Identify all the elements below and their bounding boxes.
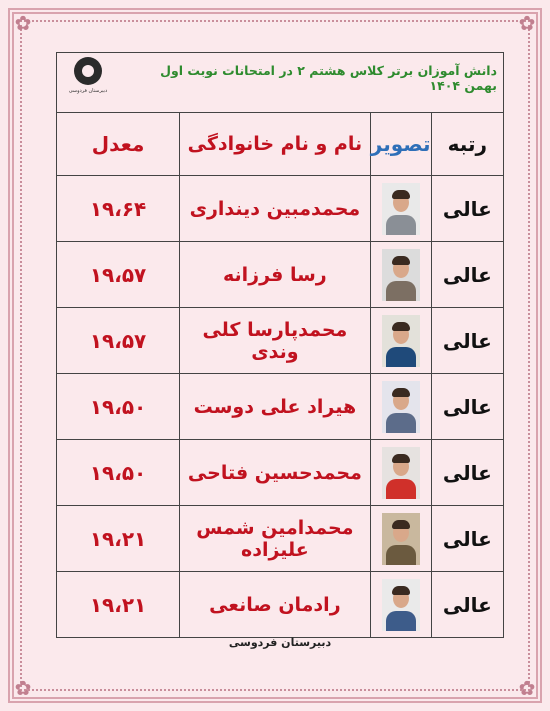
table-row xyxy=(57,242,504,308)
photo-cell xyxy=(370,242,431,308)
corner-ornament-icon: ✿ xyxy=(14,676,32,700)
student-name-cell: رادمان صانعی xyxy=(180,572,371,638)
footer-school-name: دبیرستان فردوسی xyxy=(228,636,332,649)
column-header-photo: تصویر xyxy=(370,113,431,176)
table-row xyxy=(57,506,504,572)
table-row xyxy=(57,374,504,440)
student-name-cell: رسا فرزانه xyxy=(180,242,371,308)
rank-cell: عالی xyxy=(431,176,503,242)
school-emblem-icon xyxy=(74,57,102,85)
photo-cell xyxy=(370,572,431,638)
honor-roll-sheet xyxy=(56,52,504,648)
student-photo xyxy=(382,249,420,301)
student-name-cell: محمدپارسا کلی وندی xyxy=(180,308,371,374)
rank-cell: عالی xyxy=(431,308,503,374)
average-cell: ۱۹،۵۷ xyxy=(57,308,180,374)
average-cell: ۱۹،۲۱ xyxy=(57,572,180,638)
student-photo xyxy=(382,183,420,235)
average-cell: ۱۹،۵۰ xyxy=(57,440,180,506)
logo-caption: دبیرستان فردوسی xyxy=(68,88,108,94)
photo-cell xyxy=(370,308,431,374)
rank-cell: عالی xyxy=(431,374,503,440)
student-photo xyxy=(382,513,420,565)
rank-cell: عالی xyxy=(431,440,503,506)
column-header-average: معدل xyxy=(57,113,180,176)
student-name-cell: هیراد علی دوست xyxy=(180,374,371,440)
table-header-row xyxy=(57,113,504,176)
table-row xyxy=(57,308,504,374)
table-row xyxy=(57,440,504,506)
table-row xyxy=(57,572,504,638)
photo-cell xyxy=(370,176,431,242)
student-name-cell: محمدحسین فتاحی xyxy=(180,440,371,506)
students-table xyxy=(56,112,504,638)
column-header-name: نام و نام خانوادگی xyxy=(180,113,371,176)
average-cell: ۱۹،۶۴ xyxy=(57,176,180,242)
rank-cell: عالی xyxy=(431,242,503,308)
student-photo xyxy=(382,315,420,367)
average-cell: ۱۹،۲۱ xyxy=(57,506,180,572)
corner-ornament-icon: ✿ xyxy=(518,11,536,35)
column-header-rank: رتبه xyxy=(431,113,503,176)
header-bar xyxy=(56,52,504,112)
student-photo xyxy=(382,579,420,631)
rank-cell: عالی xyxy=(431,506,503,572)
average-cell: ۱۹،۵۰ xyxy=(57,374,180,440)
student-name-cell: محمدمبین دینداری xyxy=(180,176,371,242)
student-photo xyxy=(382,381,420,433)
page-title: دانش آموزان برتر کلاس هشتم ۲ در امتحانات نوبت اول بهمن ۱۴۰۴ xyxy=(160,63,497,93)
photo-cell xyxy=(370,374,431,440)
table-row xyxy=(57,176,504,242)
student-photo xyxy=(382,447,420,499)
corner-ornament-icon: ✿ xyxy=(14,11,32,35)
corner-ornament-icon: ✿ xyxy=(518,676,536,700)
average-cell: ۱۹،۵۷ xyxy=(57,242,180,308)
photo-cell xyxy=(370,506,431,572)
photo-cell xyxy=(370,440,431,506)
student-name-cell: محمدامین شمس علیزاده xyxy=(180,506,371,572)
rank-cell: عالی xyxy=(431,572,503,638)
school-logo xyxy=(63,57,113,109)
